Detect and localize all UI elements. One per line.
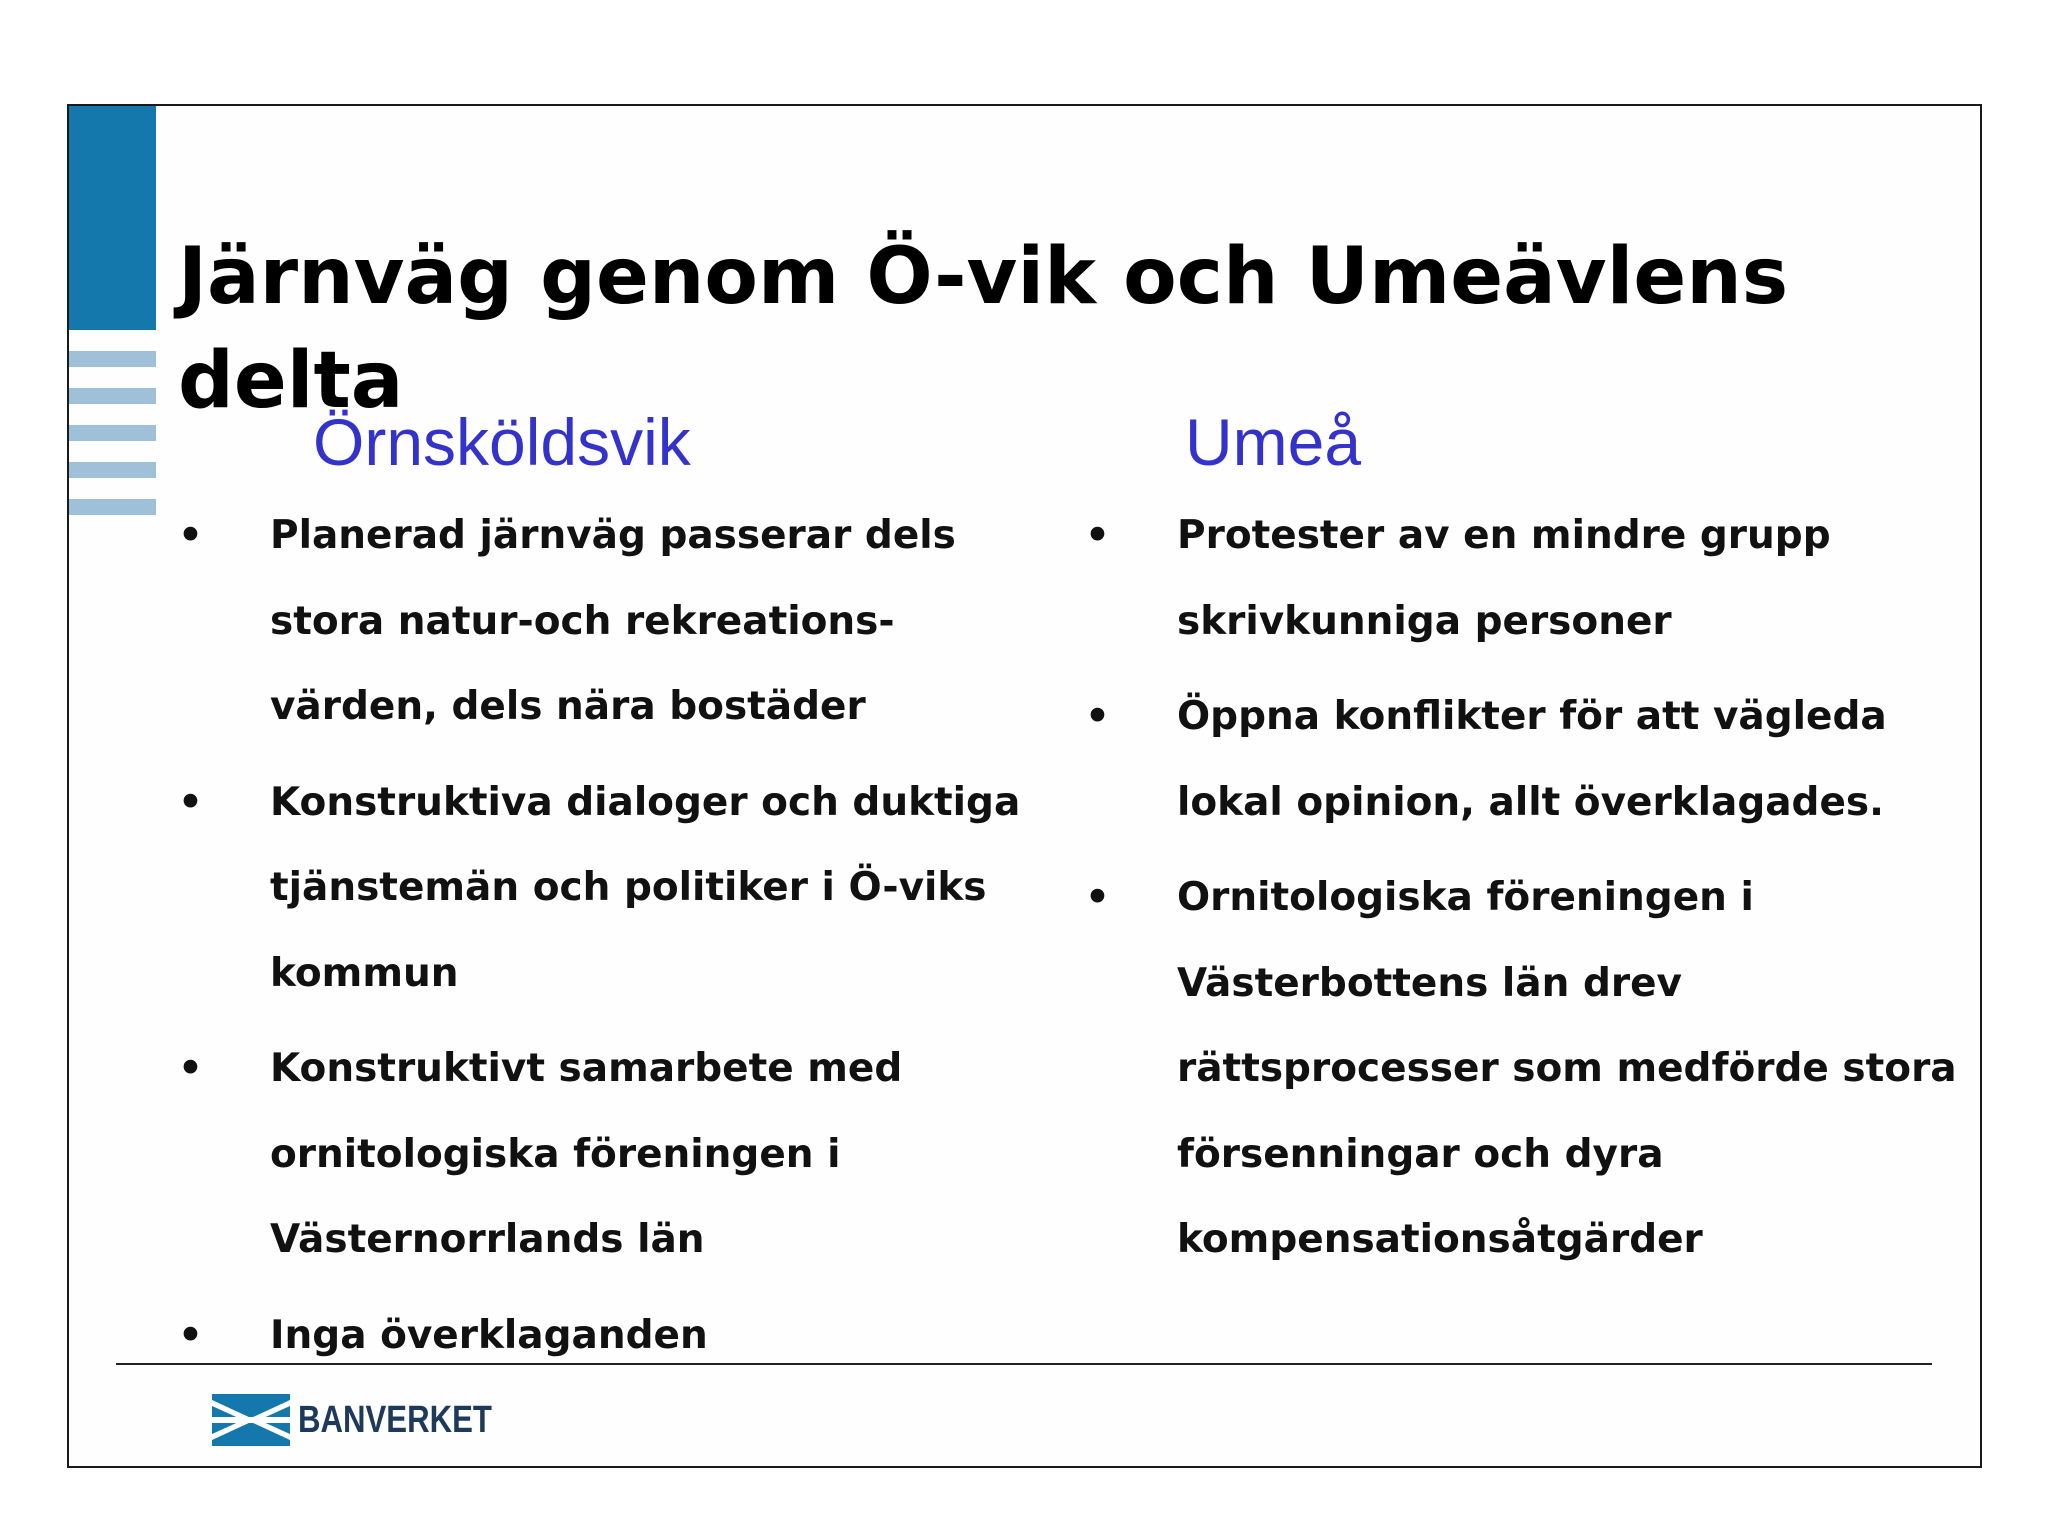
footer-divider [116,1363,1932,1365]
bullet-text: Konstruktiva dialoger och duktiga tjänstemän och politiker i Ö-viks kommun [270,779,1021,996]
list-item [178,760,1058,1017]
bullet-icon: • [1085,513,1110,558]
left-bullet-list [178,493,1058,1388]
list-item [1085,855,1965,1283]
accent-stripe [69,462,156,478]
accent-stripe [69,351,156,367]
list-item [178,493,1058,750]
bullet-icon: • [178,513,203,558]
bullet-text: Inga överklaganden [270,1312,708,1358]
accent-stripe [69,425,156,441]
bullet-icon: • [1085,875,1110,920]
slide-title: Järnväg genom Ö-vik och Umeävlens delta [178,232,1789,426]
list-item [1085,674,1965,845]
bullet-icon: • [1085,694,1110,739]
list-item [178,1026,1058,1283]
bullet-text: Planerad järnväg passerar dels stora natur-och rekreations-värden, dels nära bostäder [270,513,956,729]
bullet-icon: • [178,779,203,825]
bullet-text: Ornitologiska föreningen i Västerbottens län drev rättsprocesser som medförde stora försenningar och dyra kompensationsåtgärder [1177,875,1957,1262]
accent-stripe [69,499,156,515]
bullet-icon: • [178,1046,203,1091]
bullet-text: Konstruktivt samarbete med ornitologiska föreningen i Västernorrlands län [270,1046,903,1262]
list-item [178,1293,1058,1379]
right-bullet-list [1085,493,1965,1293]
logo-text: BANVERKET [298,1398,492,1441]
banverket-logo [212,1394,534,1446]
accent-stripe [69,388,156,404]
left-column-heading: Örnsköldsvik [313,405,691,479]
bullet-icon: • [178,1312,203,1358]
bullet-text: Protester av en mindre grupp skrivkunniga personer [1177,513,1831,644]
list-item [1085,493,1965,664]
right-column-heading: Umeå [1185,405,1362,479]
accent-block [69,106,156,330]
banverket-logo-icon [212,1394,290,1446]
bullet-text: Öppna konflikter för att vägleda lokal opinion, allt överklagades. [1177,694,1887,825]
